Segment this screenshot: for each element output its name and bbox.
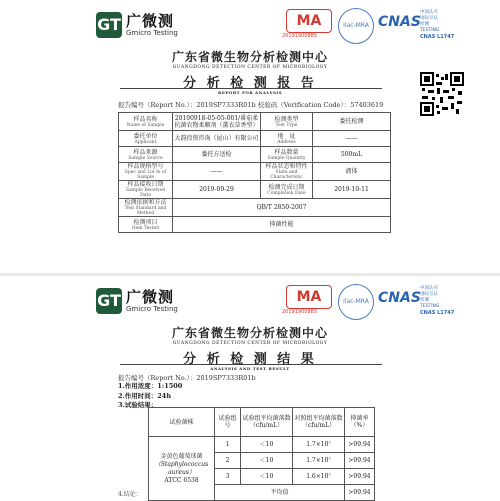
report-title-english: REPORT FOR ANALYSIS xyxy=(218,90,282,95)
cnas-side-text xyxy=(420,10,454,41)
conclusion-line: 4.结论： xyxy=(118,491,142,498)
cnas-side-en: TESTING xyxy=(420,28,440,33)
cell-label: 检测类型 Test Type xyxy=(261,113,313,131)
cell-value: —— xyxy=(173,163,261,181)
center-english-name-2: GUANGDONG DETECTION CENTER OF MICROBIOLOGY xyxy=(172,341,328,346)
ilac-mra-icon: ilac-MRA xyxy=(338,284,374,320)
table-row xyxy=(119,199,391,217)
result-title-english: ANALYSIS AND TEST RESULT xyxy=(210,366,290,371)
cnas-number: CNAS L1747 xyxy=(420,310,455,316)
result-title: 分 析 检 测 结 果 xyxy=(183,352,317,367)
logo-english-name: Gmicro Testing xyxy=(126,29,178,37)
organism-cell xyxy=(149,437,215,501)
cell-label: 样品名称 Name of Sample xyxy=(119,113,173,131)
cell-value: 大韵投资咨询（昆山）有限公司 xyxy=(173,131,261,147)
center-english-name: GUANGDONG DETECTION CENTER OF MICROBIOLOGY xyxy=(172,65,328,70)
gmicro-logo-icon: GT xyxy=(96,288,122,314)
cell-value: 液体 xyxy=(313,163,391,181)
cnas-number: CNAS L1747 xyxy=(420,34,455,40)
table-row xyxy=(119,131,391,147)
table-row xyxy=(119,181,391,199)
table-row xyxy=(119,113,391,131)
header-control-count: 对照组平均菌落数（cfu/mL） xyxy=(293,408,345,437)
results-table xyxy=(148,407,375,501)
cell-label: 地 址 Address xyxy=(261,131,313,147)
cell-label: 检测项目 Item Tested xyxy=(119,217,173,233)
control-count: 1.6×10⁷ xyxy=(293,469,345,485)
cell-value: 委托方送检 xyxy=(173,147,261,163)
average-label: 平均值 xyxy=(215,485,345,501)
sample-info-table xyxy=(118,112,391,233)
cnas-side-cn1: 中国认可 xyxy=(420,10,438,15)
cell-label: 样品状态和特性 State and Characteristic xyxy=(261,163,313,181)
ma-number: 2019190088S xyxy=(282,309,317,315)
cell-label: 检测依据和方法 Test Standard and Method xyxy=(119,199,173,217)
cnas-side-text xyxy=(420,286,454,317)
cnas-side-cn3: 检测 xyxy=(420,298,429,303)
cell-label: 样品来源 Sample Source xyxy=(119,147,173,163)
ma-certification-icon: MA xyxy=(286,9,332,33)
table-row xyxy=(149,437,375,453)
header-group: 试验组号 xyxy=(215,408,241,437)
title-rule-2 xyxy=(120,364,382,365)
cell-value: 500mL xyxy=(313,147,391,163)
group-number: 1 xyxy=(215,437,241,453)
cell-label: 样品规格型号 Spec and Lot № of Sample xyxy=(119,163,173,181)
ilac-mra-icon: ilac-MRA xyxy=(338,8,374,44)
gmicro-logo-icon: GT xyxy=(96,12,122,38)
results-heading: 3.试验结果： xyxy=(118,401,158,409)
table-row xyxy=(119,217,391,233)
cell-label: 样品接收日期 Sample Received Date xyxy=(119,181,173,199)
center-name-2: 广东省微生物分析检测中心 xyxy=(171,326,328,340)
center-name: 广东省微生物分析检测中心 xyxy=(171,50,328,64)
header-inhibition-rate: 抑菌率（%） xyxy=(345,408,375,437)
cnas-logo-icon: CNAS xyxy=(378,14,421,30)
inhibition-rate: >99.94 xyxy=(345,469,375,485)
inhibition-rate: >99.94 xyxy=(345,453,375,469)
cnas-side-cn2: 国际互认 xyxy=(420,16,438,21)
cell-value: 委托检测 xyxy=(313,113,391,131)
cell-value: 20190918-05-05-001/番茄柔抗菌农物柔顺剂（薰衣草香型） xyxy=(174,114,259,129)
report-number-line-2: 报告编号（Report No.）：2019SP7333R01b xyxy=(118,374,256,382)
header-strain: 试验菌株 xyxy=(149,408,215,437)
cnas-side-cn2: 国际互认 xyxy=(420,292,438,297)
logo-chinese-name: 广微测 xyxy=(126,288,175,306)
table-header-row xyxy=(149,408,375,437)
cnas-side-en: TESTING xyxy=(420,304,440,309)
cell-label: 委托单位 Applicant xyxy=(119,131,173,147)
group-number: 2 xyxy=(215,453,241,469)
group-number: 3 xyxy=(215,469,241,485)
cell-value: —— xyxy=(313,131,391,147)
organism-chinese: 金黄色葡萄球菌 xyxy=(160,452,203,460)
cell-value: 抑菌性能 xyxy=(173,217,391,233)
report-number-line: 报告编号（Report No.）：2019SP7333R01b 校验码（Verification Code）：57403619 xyxy=(118,101,384,109)
cell-label: 样品数量 Sample Quantity xyxy=(261,147,313,163)
ma-certification-icon: MA xyxy=(286,285,332,309)
logo-chinese-name: 广微测 xyxy=(126,12,175,30)
cell-value: 2019-10-11 xyxy=(313,181,391,199)
report-title: 分 析 检 测 报 告 xyxy=(183,76,317,91)
header-test-count: 试验组平均菌落数（cfu/mL） xyxy=(241,408,293,437)
control-count: 1.7×10⁷ xyxy=(293,437,345,453)
cnas-logo-icon: CNAS xyxy=(378,290,421,306)
table-row xyxy=(119,147,391,163)
cell-value: 2019-09-29 xyxy=(173,181,261,199)
test-count: ＜10 xyxy=(241,469,293,485)
duration-line: 2.作用时间：24h xyxy=(118,392,172,400)
title-rule xyxy=(120,88,382,89)
cnas-side-cn3: 检测 xyxy=(420,22,429,27)
test-count: ＜10 xyxy=(241,453,293,469)
cell-value: QB/T 2850-2007 xyxy=(173,199,391,217)
logo-english-name: Gmicro Testing xyxy=(126,305,178,313)
test-count: ＜10 xyxy=(241,437,293,453)
inhibition-rate: >99.94 xyxy=(345,437,375,453)
concentration-line: 1.作用浓度：1:1500 xyxy=(118,382,183,390)
average-rate: >99.94 xyxy=(345,485,375,501)
control-count: 1.7×10⁷ xyxy=(293,453,345,469)
ma-number: 2019190088S xyxy=(282,33,317,39)
cnas-side-cn1: 中国认可 xyxy=(420,286,438,291)
table-row xyxy=(119,163,391,181)
organism-strain: ATCC 6538 xyxy=(164,476,199,484)
organism-latin: （Staphylococcus aureus） xyxy=(154,460,209,476)
qr-code-icon xyxy=(420,72,464,116)
cell-label: 检测完成日期 Completion Date xyxy=(261,181,313,199)
